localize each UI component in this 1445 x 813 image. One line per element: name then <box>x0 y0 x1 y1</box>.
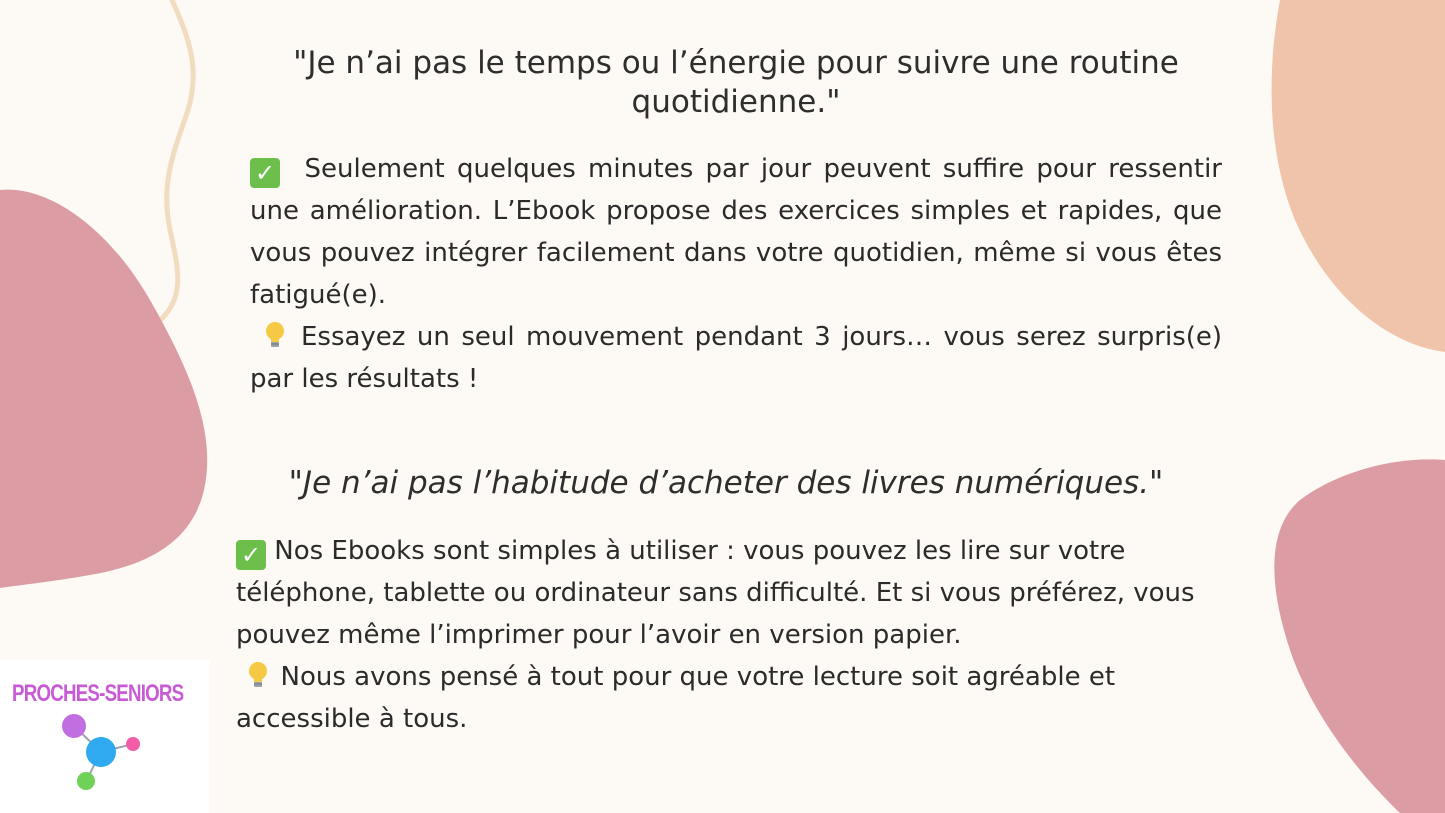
question-2-tip-text: Nous avons pensé à tout pour que votre lecture soit agréable et accessible à tous. <box>236 662 1116 734</box>
proches-seniors-logo <box>0 660 210 813</box>
lightbulb-icon <box>261 320 289 350</box>
lightbulb-icon <box>244 660 272 690</box>
logo-text: PROCHES-SENIORS <box>12 680 184 707</box>
decorative-curve-line <box>155 0 193 325</box>
question-2-answer-text: Nos Ebooks sont simples à utiliser : vous pouvez les lire sur votre téléphone, tablette ou ordinateur sans difficulté. Et si vous préférez, vous pouvez même l’imprimer pour l’avoir en version papier. <box>236 536 1195 650</box>
question-1-tip-text: Essayez un seul mouvement pendant 3 jours… vous serez surpris(e) par les résultats ! <box>250 322 1223 394</box>
check-mark-icon: ✓ <box>250 158 280 188</box>
question-2-answer-block <box>236 530 1216 740</box>
peach-blob-top-right <box>1272 0 1445 352</box>
question-1-heading: "Je n’ai pas le temps ou l’énergie pour suivre une routine quotidienne." <box>293 45 1179 120</box>
question-1-answer-block <box>250 148 1222 400</box>
question-2-heading: "Je n’ai pas l’habitude d’acheter des livres numériques." <box>288 465 1164 501</box>
question-1-answer-text: Seulement quelques minutes par jour peuvent suffire pour ressentir une amélioration. L’Ebook propose des exercices simples et rapides, que vous pouvez intégrer facilement dans votre quotidien, même si vous êtes fatigué(e). <box>250 154 1222 310</box>
pink-blob-bottom-right <box>1274 459 1445 813</box>
check-mark-icon: ✓ <box>236 540 266 570</box>
